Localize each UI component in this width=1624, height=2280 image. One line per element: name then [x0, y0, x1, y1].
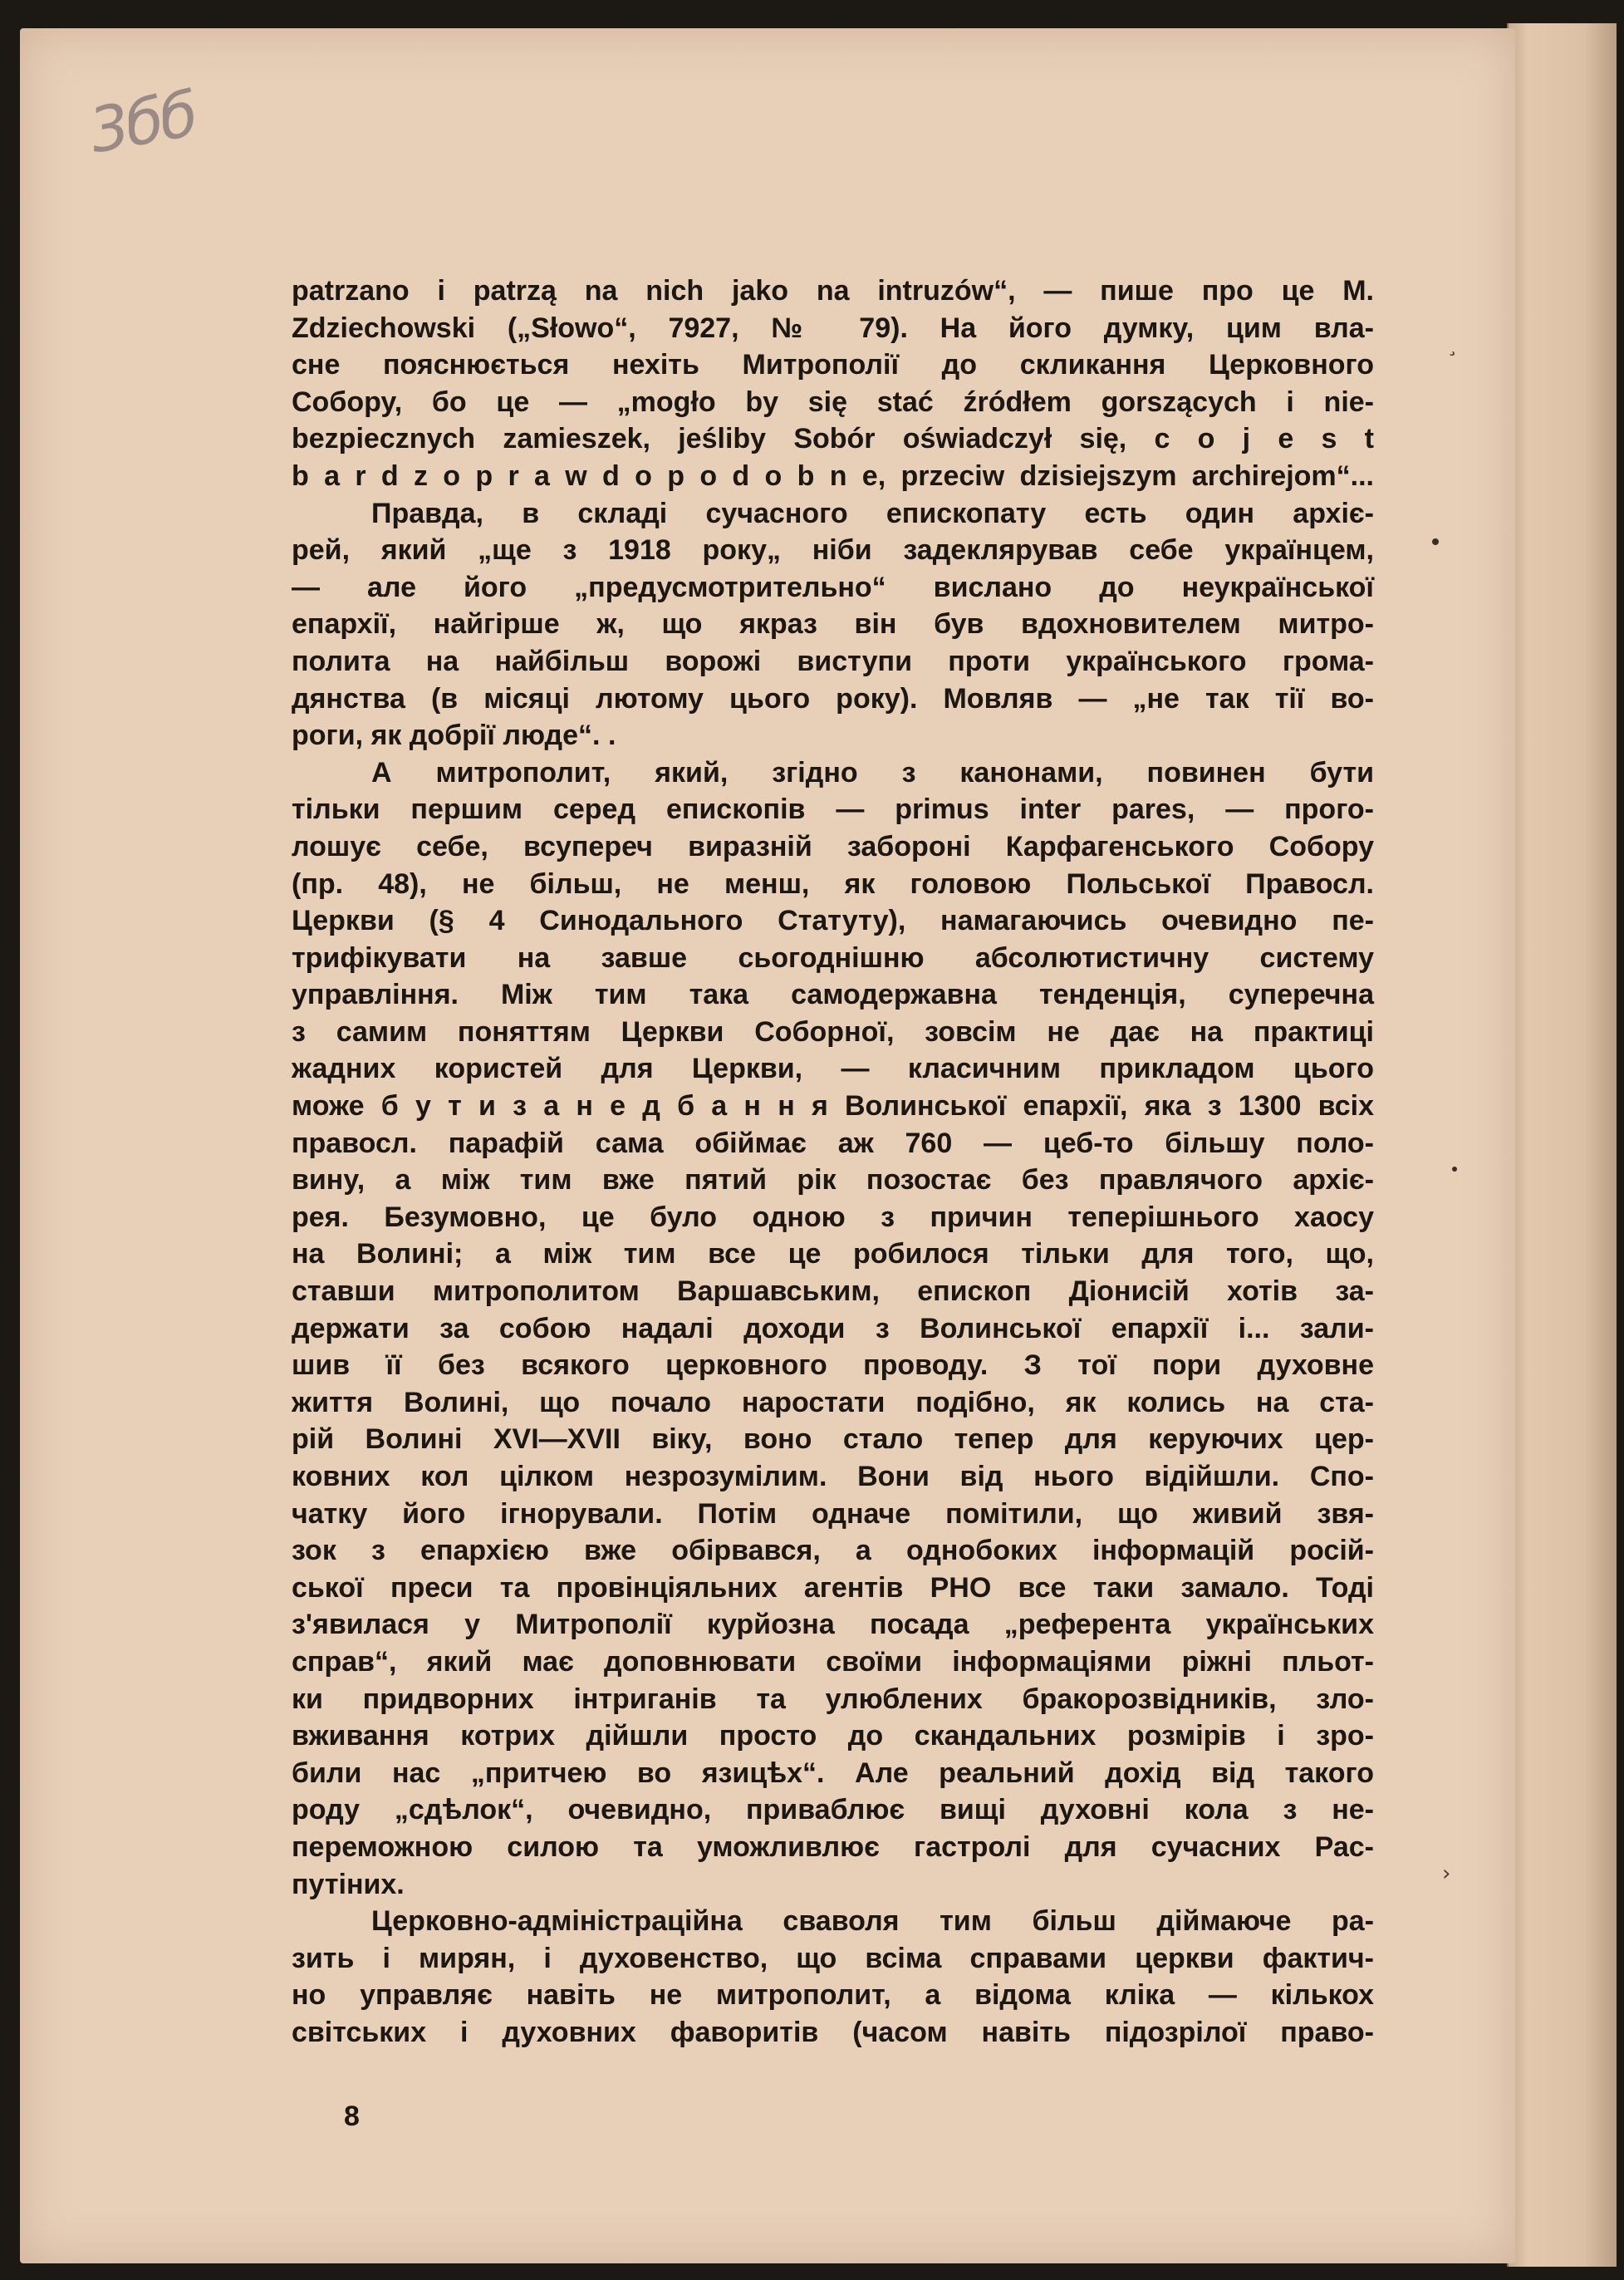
text-line: Собору, бо це — „mogło by się stać źródłem gorszących i nie-	[292, 386, 1374, 418]
text-line: били нас „притчею во язицѣх“. Але реальний дохід від такого	[292, 1757, 1374, 1789]
text-line: жадних користей для Церкви, — класичним прикладом цього	[292, 1053, 1374, 1085]
text-line: полита на найбільш ворожі виступи проти українського грома-	[292, 645, 1374, 677]
adjacent-page-edge	[1507, 23, 1617, 2267]
text-line: Церковно-адміністраційна сваволя тим більш діймаюче ра-	[371, 1905, 1374, 1938]
text-line: сне пояснюється нехіть Митрополії до скликання Церковного	[292, 349, 1374, 381]
text-line: ської преси та провінціяльних агентів РНО все таки замало. Тоді	[292, 1571, 1374, 1604]
text-line: но управляє навіть не митрополит, а відома кліка — кількох	[292, 1979, 1374, 2012]
text-line: світських і духовних фаворитів (часом навіть підозрілої право-	[292, 2016, 1374, 2048]
body-text	[292, 273, 1374, 2052]
text-line: переможною силою та уможливлює гастролі для сучасних Рас-	[292, 1830, 1374, 1863]
text-line: тільки першим серед епископів — primus inter pares, — прого-	[292, 794, 1374, 826]
text-line: bezpiecznych zamieszek, jeśliby Sobór oświadczył się, c o j e s t	[292, 423, 1374, 455]
text-line: трифікувати на завше сьогоднішню абсолютистичну систему	[292, 941, 1374, 974]
text-line: ки придворних інтриганів та улюблених бракорозвідників, зло-	[292, 1683, 1374, 1715]
text-line: вживання котрих дійшли просто до скандальних розмірів і зро-	[292, 1720, 1374, 1752]
text-line: рей, який „ще з 1918 року„ ніби задеклярував себе українцем,	[292, 534, 1374, 567]
text-line: шив її без всякого церковного проводу. З тої пори духовне	[292, 1349, 1374, 1382]
text-line: путіних.	[292, 1868, 405, 1900]
text-line: роду „сдѣлок“, очевидно, приваблює вищі духовні кола з не-	[292, 1794, 1374, 1826]
text-line: на Волині; а між тим все це робилося тільки для того, що,	[292, 1238, 1374, 1270]
text-line: дянства (в місяці лютому цього року). Мовляв — „не так тії во-	[292, 682, 1374, 715]
text-line: чатку його ігнорували. Потім одначе помітили, що живий звя-	[292, 1497, 1374, 1530]
paper-speck	[1452, 1167, 1457, 1172]
paragraph-1	[292, 273, 1374, 495]
text-line: держати за собою надалі доходи з Волинської епархії і... зали-	[292, 1312, 1374, 1344]
text-line: рея. Безумовно, це було одною з причин теперішнього хаосу	[292, 1201, 1374, 1233]
text-line: patrzano i patrzą na nich jako na intruzów“, — пише про це M.	[292, 275, 1374, 307]
text-line: правосл. парафій сама обіймає аж 760 — цеб-то більшу поло-	[292, 1127, 1374, 1159]
text-line: (пр. 48), не більш, не менш, як головою Польської Правосл.	[292, 867, 1374, 900]
text-line: — але його „предусмотрительно“ вислано до неукраїнської	[292, 571, 1374, 603]
text-line: А митрополит, який, згідно з канонами, повинен бути	[371, 756, 1374, 789]
text-line: рій Волині XVI—XVII віку, воно стало тепер для керуючих цер-	[292, 1423, 1374, 1456]
text-line: зок з епархією вже обірвався, а однобоких інформацій росій-	[292, 1535, 1374, 1567]
text-line: b a r d z o p r a w d o p o d o b n e, przeciw dzisiejszym archirejom“...	[292, 459, 1374, 492]
text-line: епархії, найгірше ж, що якраз він був вдохновителем митро-	[292, 608, 1374, 641]
paper-speck	[1432, 538, 1439, 545]
text-line: роги, як добрії люде“. .	[292, 720, 616, 752]
text-line: ковних кол цілком незрозумілим. Вони від нього відійшли. Спо-	[292, 1461, 1374, 1492]
text-line: Церкви (§ 4 Синодального Статуту), намагаючись очевидно пе-	[292, 905, 1374, 937]
text-line: може б у т и з а н е д б а н н я Волинської епархії, яка з 1300 всіх	[292, 1090, 1374, 1123]
text-line: справ“, який має доповнювати своїми інформаціями ріжні пльот-	[292, 1645, 1374, 1678]
handwritten-page-note: 3бб	[84, 78, 200, 168]
text-line: зить і мирян, і духовенство, що всіма справами церкви фактич-	[292, 1942, 1374, 1974]
margin-mark: ›	[1442, 1861, 1451, 1886]
paragraph-2	[292, 495, 1374, 754]
text-line: з'явилася у Митрополії курйозна посада „референта українських	[292, 1609, 1374, 1641]
paragraph-3	[292, 754, 1374, 1903]
paragraph-4	[292, 1903, 1374, 2051]
text-line: ставши митрополитом Варшавським, епископ Діонисій хотів за-	[292, 1275, 1374, 1308]
text-line: управління. Між тим така самодержавна тенденція, суперечна	[292, 979, 1374, 1011]
text-line: лошує себе, всупереч виразній заборoні Карфагенського Собору	[292, 830, 1374, 862]
text-line: з самим поняттям Церкви Соборної, зовсім не дає на практиці	[292, 1015, 1374, 1048]
text-line: життя Волині, що почало наростати подібно, як колись на ста-	[292, 1386, 1374, 1418]
text-line: Zdziechowski („Słowo“, 7927, № 79). На його думку, цим вла-	[292, 312, 1374, 344]
text-line: вину, а між тим вже пятий рік позостає без правлячого архіє-	[292, 1164, 1374, 1197]
page-number: 8	[344, 2101, 360, 2132]
margin-mark: ¸	[1447, 332, 1458, 357]
text-line: Правда, в складі сучасного епископату есть один архіє-	[371, 497, 1374, 529]
